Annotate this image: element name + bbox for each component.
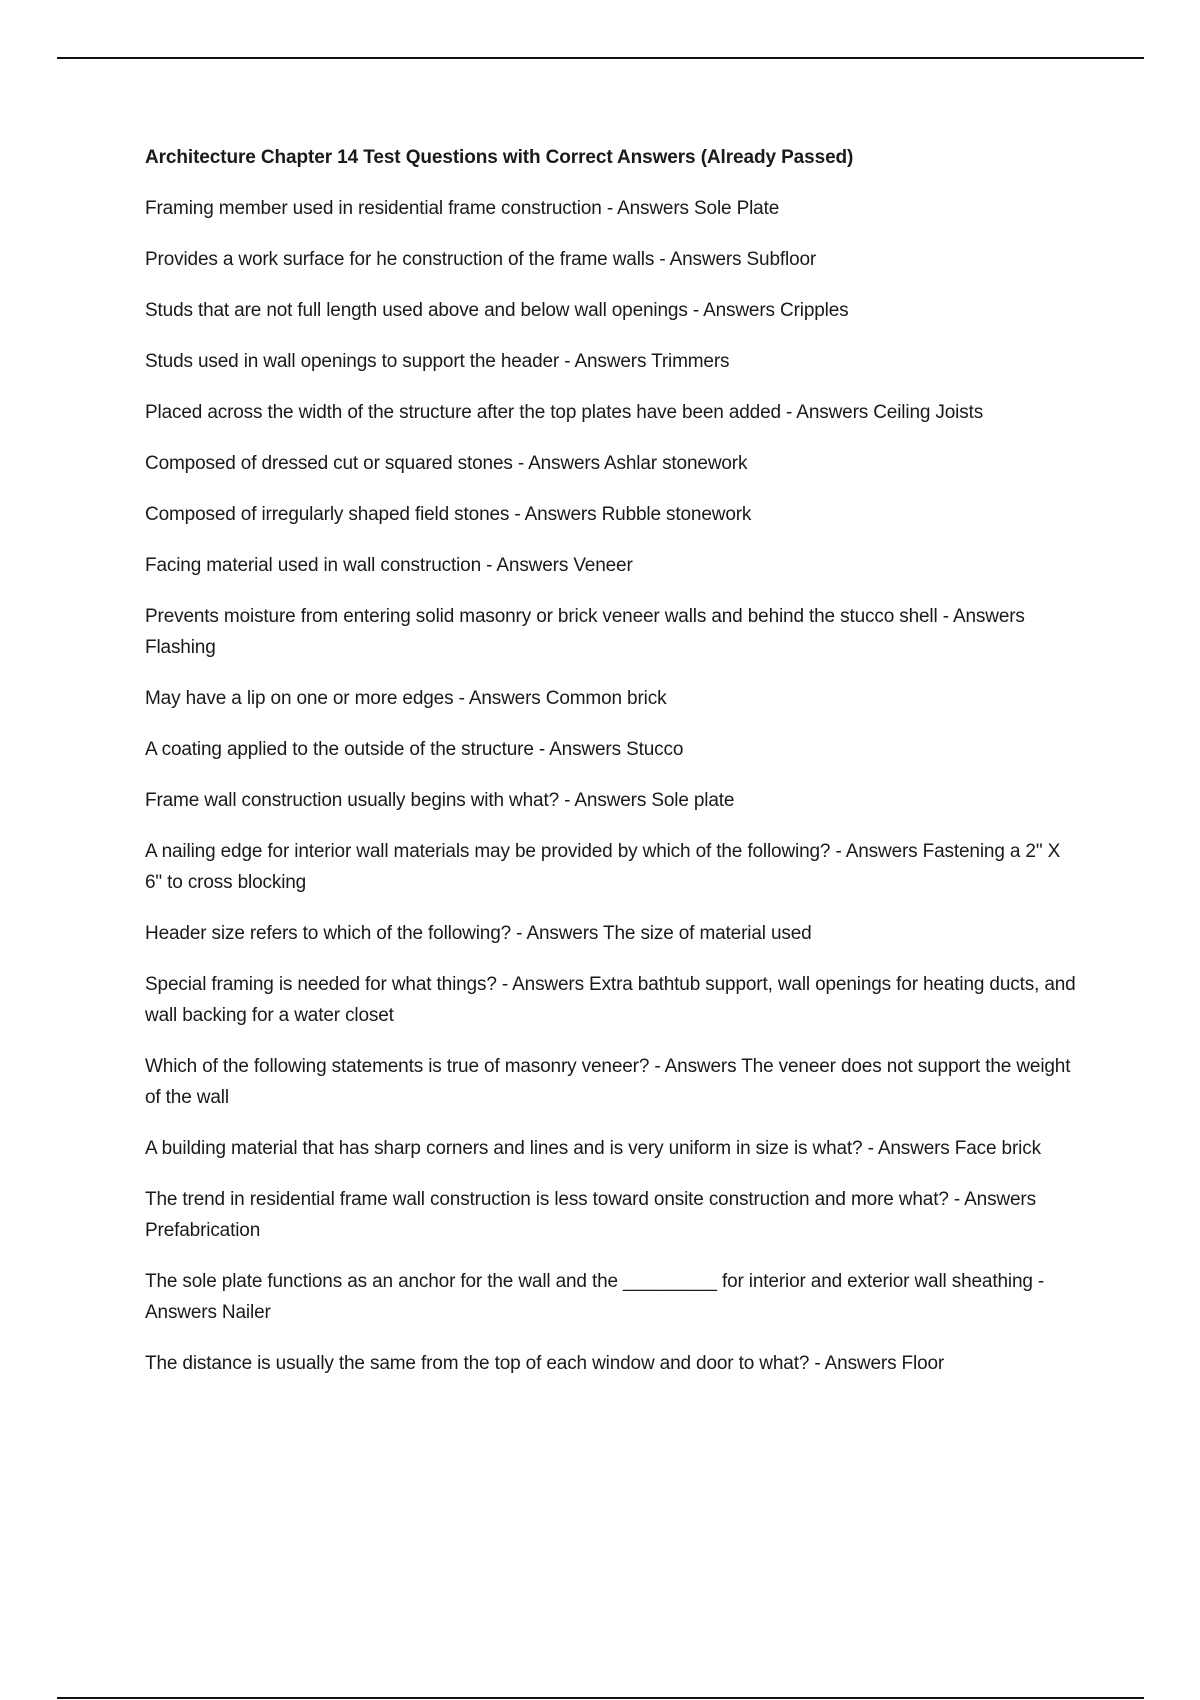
qa-item-18: The trend in residential frame wall construction is less toward onsite construction and more what? - Answers Prefabrication [145, 1189, 1036, 1241]
qa-item-20: The distance is usually the same from the top of each window and door to what? - Answers Floor [145, 1353, 945, 1374]
qa-item-9: Prevents moisture from entering solid masonry or brick veneer walls and behind the stucco shell - Answers Flashing [145, 606, 1025, 658]
document-body [145, 143, 1080, 1399]
qa-item-7: Composed of irregularly shaped field stones - Answers Rubble stonework [145, 504, 752, 525]
qa-item-19: The sole plate functions as an anchor for the wall and the _________ for interior and exterior wall sheathing - Answers Nailer [145, 1271, 1045, 1323]
qa-item-11: A coating applied to the outside of the structure - Answers Stucco [145, 739, 684, 760]
document-title: Architecture Chapter 14 Test Questions with Correct Answers (Already Passed) [145, 147, 854, 168]
qa-item-8: Facing material used in wall construction - Answers Veneer [145, 555, 633, 576]
qa-item-17: A building material that has sharp corners and lines and is very uniform in size is what? - Answers Face brick [145, 1138, 1041, 1159]
qa-item-5: Placed across the width of the structure after the top plates have been added - Answers Ceiling Joists [145, 402, 984, 423]
qa-item-6: Composed of dressed cut or squared stones - Answers Ashlar stonework [145, 453, 748, 474]
qa-item-3: Studs that are not full length used above and below wall openings - Answers Cripples [145, 300, 849, 321]
qa-item-1: Framing member used in residential frame construction - Answers Sole Plate [145, 198, 780, 219]
qa-item-14: Header size refers to which of the following? - Answers The size of material used [145, 923, 812, 944]
qa-item-15: Special framing is needed for what things? - Answers Extra bathtub support, wall openings for heating ducts, and wall backing for a water closet [145, 974, 1076, 1026]
qa-item-16: Which of the following statements is true of masonry veneer? - Answers The veneer does not support the weight of the wall [145, 1056, 1071, 1108]
qa-item-4: Studs used in wall openings to support the header - Answers Trimmers [145, 351, 730, 372]
qa-item-12: Frame wall construction usually begins with what? - Answers Sole plate [145, 790, 735, 811]
qa-item-13: A nailing edge for interior wall materials may be provided by which of the following? - Answers Fastening a 2" X 6" to cross blocking [145, 841, 1061, 893]
footer-rule [57, 1697, 1144, 1699]
qa-item-2: Provides a work surface for he construction of the frame walls - Answers Subfloor [145, 249, 817, 270]
header-rule [57, 57, 1144, 59]
qa-item-10: May have a lip on one or more edges - Answers Common brick [145, 688, 667, 709]
